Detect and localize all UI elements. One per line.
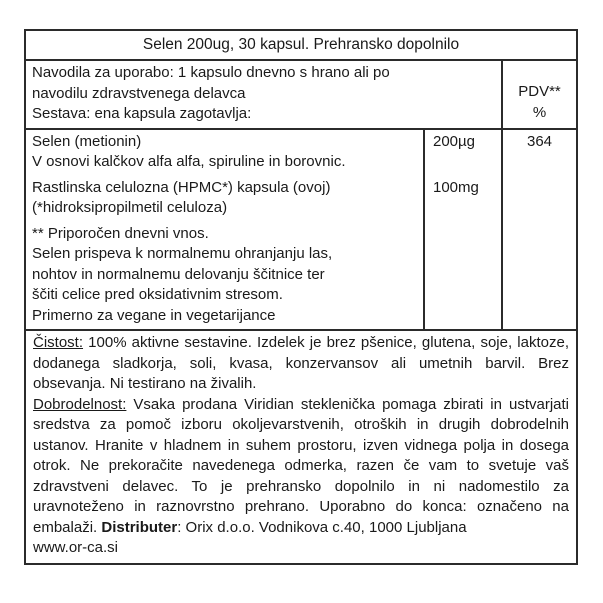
usage-line-1: Navodila za uporabo: 1 kapsulo dnevno s hrano ali po: [32, 64, 390, 81]
ingredient-pdv: [503, 176, 576, 181]
health-claim-line-1: Selen prispeva k normalnemu ohranjanju las,: [32, 245, 333, 262]
charity-paragraph: [33, 395, 569, 539]
vegan-statement: Primerno za vegane in vegetarijance: [32, 306, 276, 324]
pdv-header-label: PDV**: [518, 83, 561, 100]
health-claim-line-2: nohtov in normalnemu delovanju ščitnice ter: [32, 265, 325, 283]
pdv-header-cell: [502, 61, 576, 129]
table-row: [26, 176, 576, 222]
ingredient-pdv-cell: [502, 176, 576, 222]
table-row: [26, 129, 576, 176]
health-claim-line-3: ščiti celice pred oksidativnim stresom.: [32, 286, 283, 303]
additional-information-block: [26, 329, 576, 563]
notes-pdv-cell: [502, 222, 576, 330]
distributor-heading: Distributer: [101, 518, 178, 536]
ingredient-pdv: 364: [526, 132, 553, 150]
ingredient-name: Selen (metionin): [32, 132, 142, 150]
ingredient-subtitle: (*hidroksipropilmetil celuloza): [32, 199, 228, 216]
ingredient-amount-cell: [424, 129, 502, 176]
purity-paragraph: [33, 333, 569, 395]
usage-instructions-cell: [26, 61, 502, 129]
nutrition-table: [26, 61, 576, 329]
ingredient-name: Rastlinska celulozna (HPMC*) kapsula (ovoj): [32, 178, 331, 196]
usage-line-2: navodilu zdravstvenega delavca: [32, 84, 246, 102]
supplement-facts-panel: [24, 29, 578, 565]
ingredient-amount: 100mg: [433, 178, 479, 196]
purity-text: 100% aktivne sestavine. Izdelek je brez pšenice, glutena, soje, laktoze, dodanega sladkorja, soli, kvasa, konzervansov ali umetnih barvil. Brez obsevanja. Ni testirano na živalih.: [33, 334, 569, 392]
ingredient-name-cell: [26, 129, 424, 176]
purity-heading: Čistost:: [33, 334, 84, 351]
ingredient-subtitle: V osnovi kalčkov alfa alfa, spiruline in borovnic.: [32, 153, 346, 170]
table-row-notes: [26, 222, 576, 330]
usage-line-3: Sestava: ena kapsula zagotavlja:: [32, 105, 252, 122]
distributor-website: www.or-ca.si: [33, 539, 119, 556]
distributor-text: : Orix d.o.o. Vodnikova c.40, 1000 Ljubljana: [177, 518, 467, 536]
ingredient-pdv-cell: [502, 129, 576, 176]
daily-intake-footnote: ** Priporočen dnevni vnos.: [32, 224, 209, 242]
ingredient-amount-cell: [424, 176, 502, 222]
charity-heading: Dobrodelnost:: [33, 395, 127, 413]
ingredient-amount: 200µg: [433, 132, 476, 150]
notes-cell: [26, 222, 424, 330]
notes-amount-cell: [424, 222, 502, 330]
ingredient-name-cell: [26, 176, 424, 222]
table-row-usage: [26, 61, 576, 129]
charity-text: Vsaka prodana Viridian steklenička pomaga zbirati in ustvarjati sredstva za pomoč izboru okoljevarstvenih, otroških in drugih dobrodelnih ustanov. Hranite v hladnem in suhem prostoru, izven vidnega polja in dosega otrok. Ne prekoračite navedenega odmerka, razen če vam to svetuje vaš zdravstveni delavec. To je prehransko dopolnilo in ni nadomestilo za uravnoteženo in raznovrstno prehrano. Uporabno do konca: označeno na embalaži.: [33, 395, 569, 536]
product-title: Selen 200ug, 30 kapsul. Prehransko dopolnilo: [26, 31, 576, 61]
pdv-header-unit: %: [532, 104, 547, 121]
